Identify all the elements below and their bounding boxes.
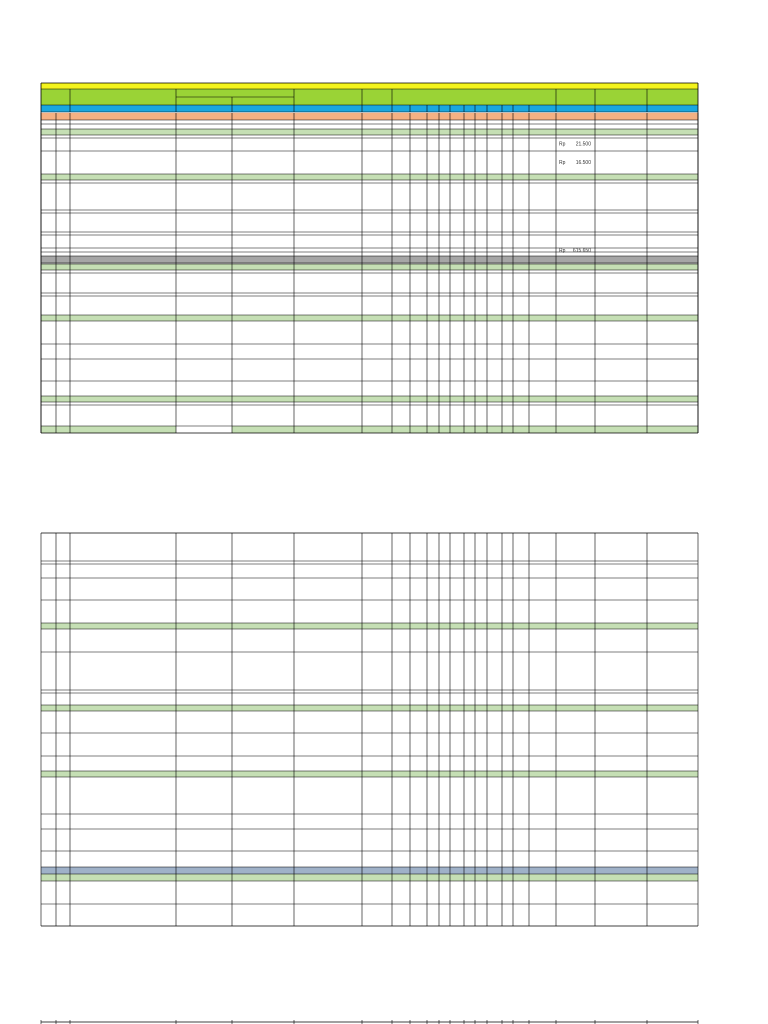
section-row (41, 264, 698, 270)
section-row (232, 426, 294, 433)
price-total-currency: Rp (559, 248, 566, 254)
section-row (294, 426, 362, 433)
section-row (41, 396, 698, 402)
price-total-amount: 615.650 (572, 248, 591, 254)
price-1-amount: 21.500 (575, 141, 591, 148)
section-row (41, 315, 698, 321)
subtotal-row (41, 256, 698, 263)
price-2-amount: 16.500 (575, 160, 591, 166)
title-bar (41, 83, 698, 89)
price-1-currency: Rp (559, 141, 566, 148)
column-header-row (41, 89, 698, 105)
section-row (362, 426, 698, 433)
subtotal-row (41, 867, 698, 874)
category-row (41, 113, 698, 120)
section-row (41, 623, 698, 629)
section-row (41, 705, 698, 711)
section-row (41, 129, 698, 135)
section-row (41, 771, 698, 777)
sub-column-header-row (41, 105, 698, 112)
section-row (41, 426, 176, 433)
section-row (41, 874, 698, 881)
section-row (41, 174, 698, 180)
price-2-currency: Rp (559, 160, 566, 166)
